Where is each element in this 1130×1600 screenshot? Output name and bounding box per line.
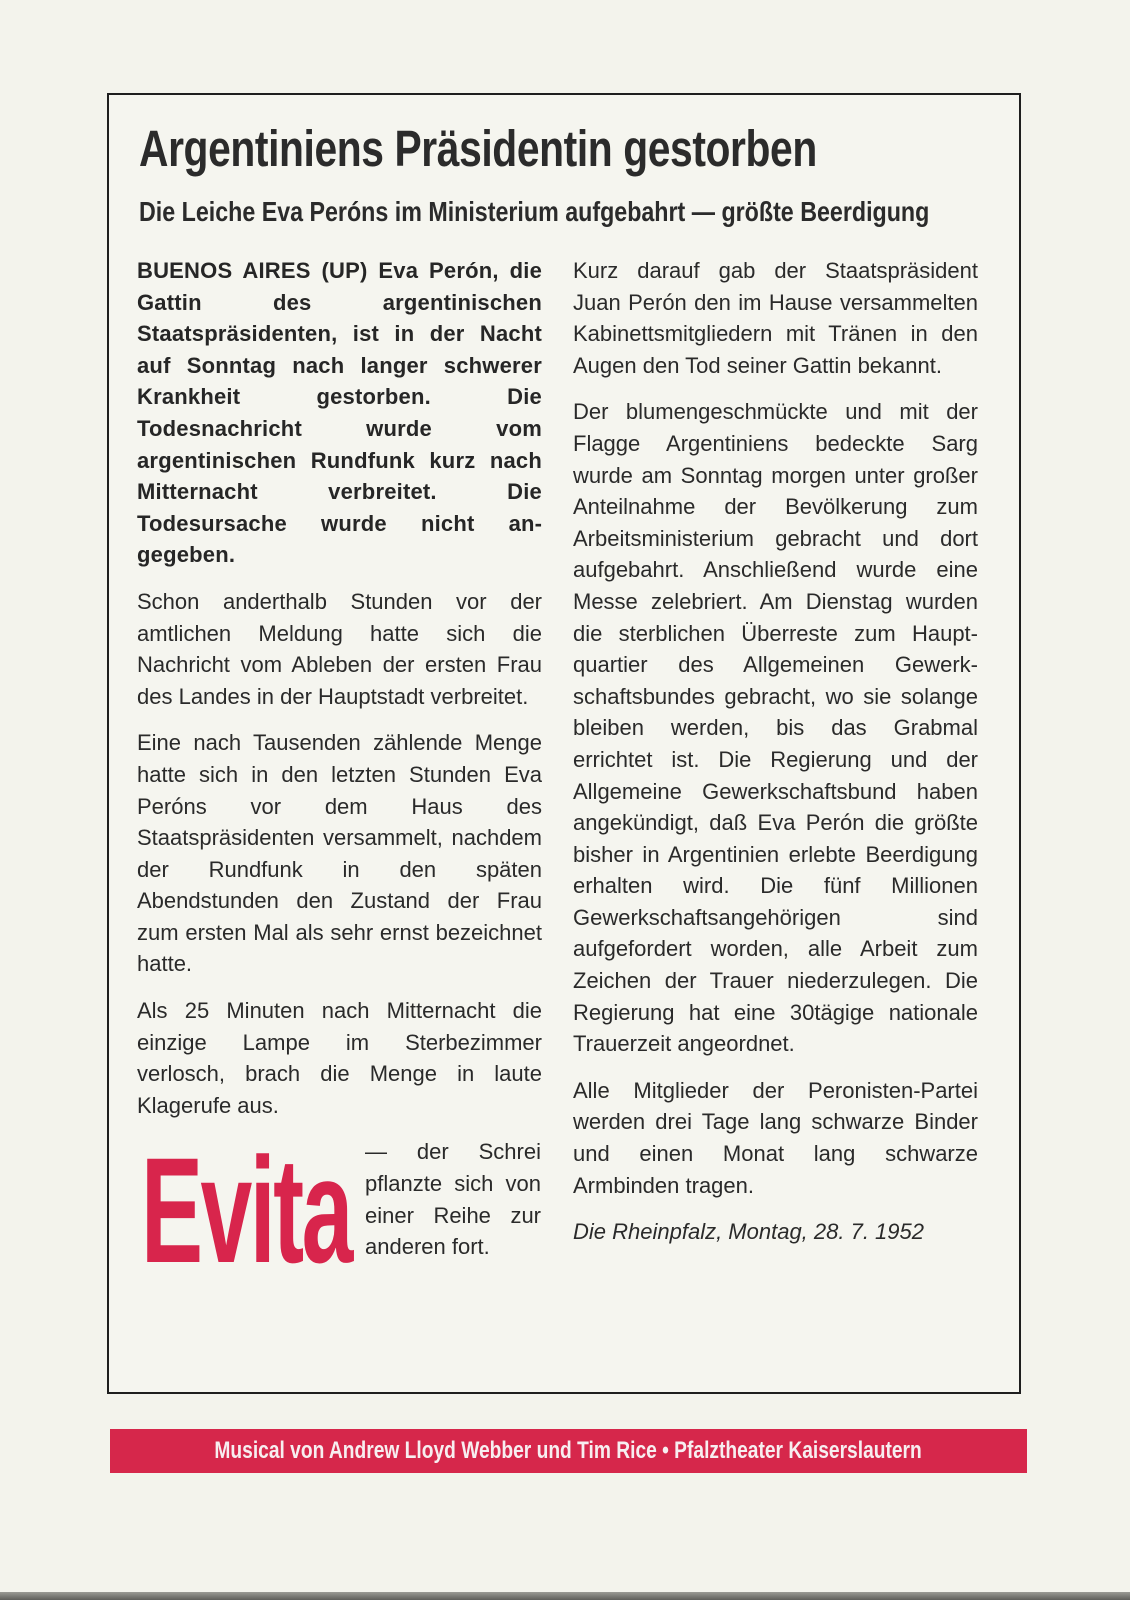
evita-logo: Evita (141, 1126, 351, 1295)
left-column (137, 255, 542, 1296)
source-citation: Die Rheinpfalz, Montag, 28. 7. 1952 (573, 1219, 925, 1245)
body-paragraph: Schon anderthalb Stunden vor der amtlichen Meldung hatte sich die Nachricht vom Ableben der ersten Frau des Landes in der Hauptstadt verbreitet. (137, 588, 542, 709)
article-frame (107, 93, 1021, 1394)
body-paragraph: Eine nach Tausenden zählende Menge hatte sich in den letzten Stunden Eva Peróns vor dem Haus des Staatspräsidenten versammelt, nachdem der Rundfunk in den späten Abendstunden den Zustand der Frau zum ersten Mal als sehr ernst bezeichnet hatte. (137, 730, 542, 977)
footer-banner (110, 1429, 1027, 1473)
banner-text: Musical von Andrew Lloyd Webber und Tim Rice • Pfalztheater Kaiserslautern (214, 1437, 923, 1464)
subheadline: Die Leiche Eva Peróns im Ministerium aufgebahrt — größte Beerdigung (139, 196, 930, 227)
lead-paragraph: BUENOS AIRES (UP) Eva Perón, die Gattin des argentinischen Staatspräsidenten, ist in der Nacht auf Sonntag nach langer schwerer Krankheit gestorben. Die Todesnachricht wurde vom argentinischen Rundfunk kurz nach Mitternacht verbreitet. Die Todesursache wurde nicht angegeben. (137, 258, 542, 568)
evita-block (137, 1126, 542, 1296)
body-paragraph: Kurz darauf gab der Staatspräsident Juan Perón den im Hause versammelten Kabinettsmitgliedern mit Tränen in den Augen den Tod seiner Gattin bekannt. (573, 258, 978, 378)
body-paragraph: Alle Mitglieder der Peronisten-Partei werden drei Tage lang schwarze Binder und einen Monat lang schwarze Armbinden tragen. (573, 1077, 978, 1198)
headline: Argentiniens Präsidentin gestorben (139, 120, 817, 177)
body-paragraph: Der blumengeschmückte und mit der Flagge Argentiniens bedeckte Sarg wurde am Sonntag morgen unter großer Anteilnahme der Bevölkerung zum Arbeitsministerium gebracht und dort aufgebahrt. Anschließend wurde eine Messe zelebriert. Am Dienstag wurden die sterblichen Überreste zum Hauptquartier des Allgemeinen Gewerkschaftsbundes gebracht, wo sie solange bleiben werden, bis das Grabmal errichtet ist. Die Regierung und der Allgemeine Gewerkschaftsbund haben angekündigt, daß Eva Perón die größte bisher in Argentinien erlebte Beerdigung erhalten wird. Die fünf Millionen Gewerkschaftsangehörigen sind aufgefordert worden, alle Arbeit zum Zeichen der Trauer niederzulegen. Die Regierung hat eine 30tägige nationale Trauerzeit angeordnet. (573, 399, 978, 1057)
evita-caption: — der Schrei pflanzte sich von einer Reihe zur anderen fort. (365, 1139, 541, 1260)
page-edge (0, 1592, 1130, 1600)
body-paragraph: Als 25 Minuten nach Mitternacht die einzige Lampe im Sterbezimmer verlosch, brach die Menge in laute Klagerufe aus. (137, 998, 542, 1118)
right-column (573, 255, 978, 1263)
